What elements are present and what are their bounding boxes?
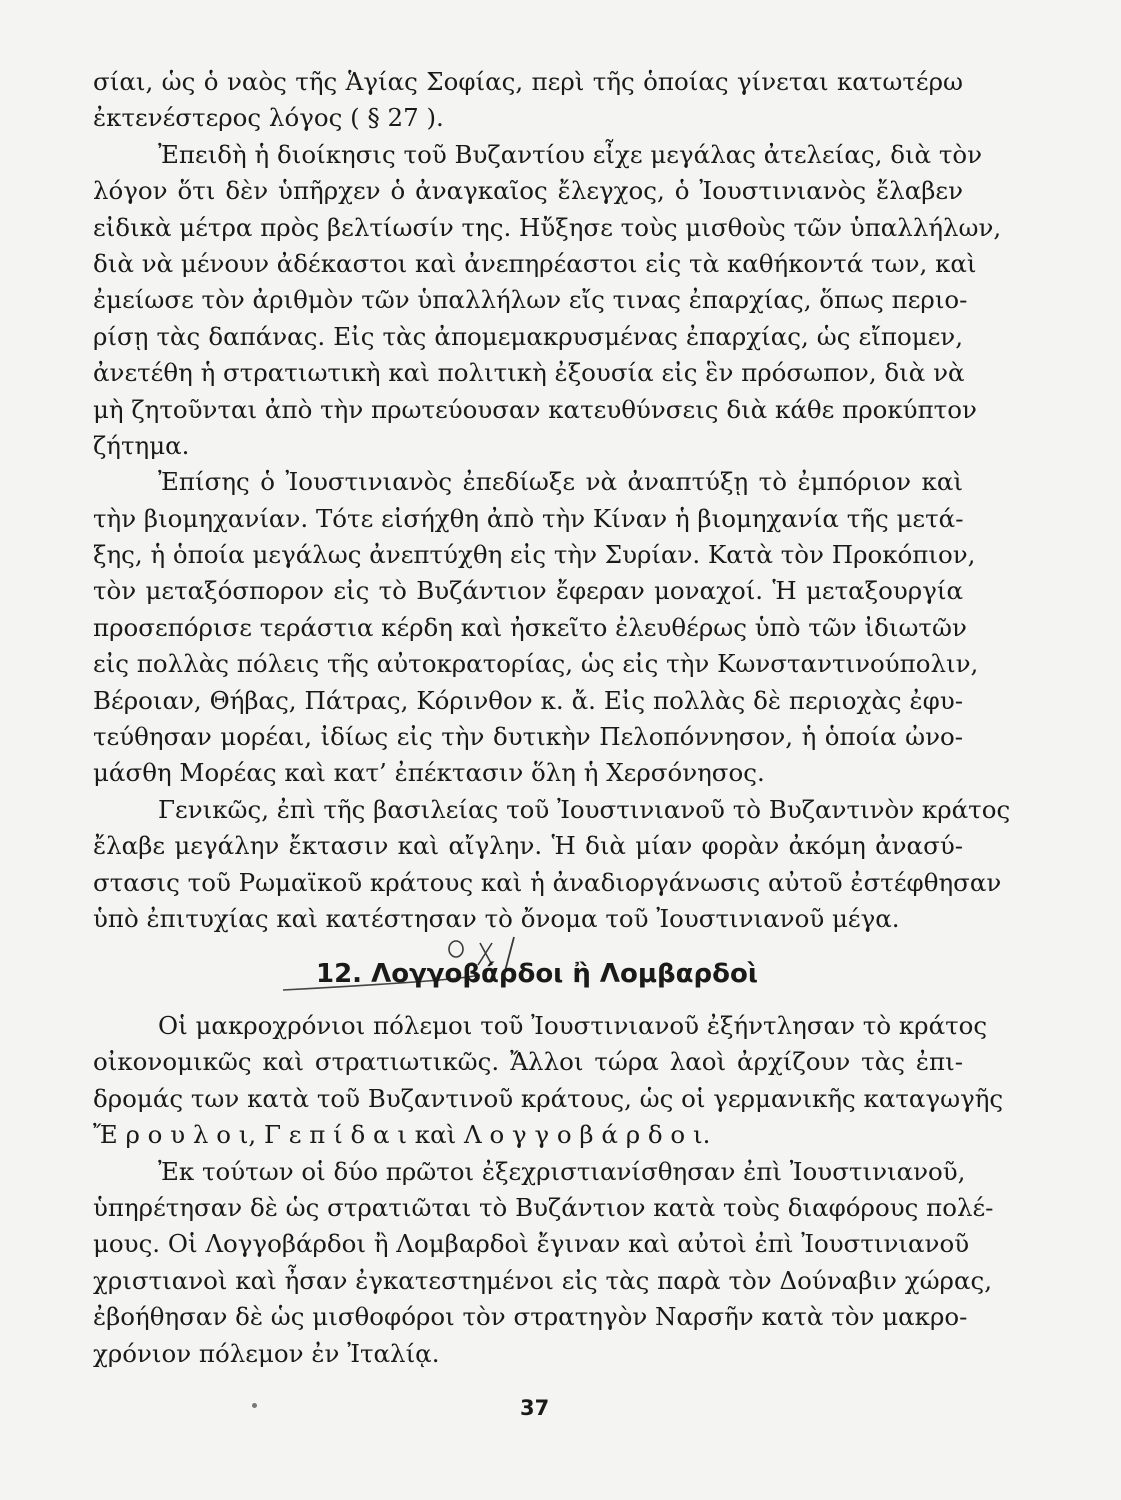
text-line: ἔλαβε μεγάλην ἔκτασιν καὶ αἴγλην. Ἡ διὰ μίαν φορὰν ἀκόμη ἀνασύ- (93, 831, 963, 861)
body-text-bottom (93, 1008, 1004, 1372)
section-heading: 12. Λογγοβάρδοι ἢ Λομβαρδοὶ (316, 959, 758, 989)
section-heading-area (280, 935, 840, 1005)
text-line: λόγον ὅτι δὲν ὑπῆρχεν ὁ ἀναγκαῖος ἔλεγχος, ὁ Ἰουστινιανὸς ἔλαβεν (93, 176, 963, 206)
text-line: μους. Οἱ Λογγοβάρδοι ἢ Λομβαρδοὶ ἔγιναν καὶ αὐτοὶ ἐπὶ Ἰουστινιανοῦ (93, 1229, 970, 1259)
text-line: προσεπόρισε τεράστια κέρδη καὶ ἠσκεῖτο ἐλευθέρως ὑπὸ τῶν ἰδιωτῶν (93, 612, 967, 642)
text-line: ὑπηρέτησαν δὲ ὡς στρατιῶται τὸ Βυζάντιον κατὰ τοὺς διαφόρους πολέ- (93, 1192, 994, 1222)
text-line: οἰκονομικῶς καὶ στρατιωτικῶς. Ἄλλοι τώρα λαοὶ ἀρχίζουν τὰς ἐπι- (93, 1047, 963, 1077)
text-line: διὰ νὰ μένουν ἀδέκαστοι καὶ ἀνεπηρέαστοι εἰς τὰ καθήκοντά των, καὶ (93, 248, 977, 278)
text-line: Ἐπειδὴ ἡ διοίκησις τοῦ Βυζαντίου εἶχε μεγάλας ἀτελείας, διὰ τὸν (158, 139, 983, 169)
text-line: τὴν βιομηχανίαν. Τότε εἰσήχθη ἀπὸ τὴν Κίναν ἡ βιομηχανία τῆς μετά- (93, 503, 964, 533)
text-line: ἀνετέθη ἡ στρατιωτικὴ καὶ πολιτικὴ ἐξουσία εἰς ἓν πρόσωπον, διὰ νὰ (93, 358, 965, 388)
text-line: εἰδικὰ μέτρα πρὸς βελτίωσίν της. Ηὔξησε τοὺς μισθοὺς τῶν ὑπαλλήλων, (93, 212, 1002, 242)
text-line: μάσθη Μορέας καὶ κατ’ ἐπέκτασιν ὅλη ἡ Χερσόνησος. (93, 758, 765, 788)
text-line: ρίσῃ τὰς δαπάνας. Εἰς τὰς ἀπομεμακρυσμένας ἐπαρχίας, ὡς εἴπομεν, (93, 321, 963, 351)
text-line: δρομάς των κατὰ τοῦ Βυζαντινοῦ κράτους, ὡς οἱ γερμανικῆς καταγωγῆς (93, 1083, 1004, 1113)
text-line: χριστιανοὶ καὶ ἦσαν ἐγκατεστημένοι εἰς τὰς παρὰ τὸν Δούναβιν χώρας, (93, 1265, 992, 1295)
text-line: Βέροιαν, Θήβας, Πάτρας, Κόρινθον κ. ἄ. Εἰς πολλὰς δὲ περιοχὰς ἐφυ- (93, 685, 963, 715)
print-speck (252, 1403, 257, 1408)
text-line: Ἔ ρ ο υ λ ο ι, Γ ε π ί δ α ι καὶ Λ ο γ γ ο β ά ρ δ ο ι. (93, 1120, 711, 1150)
text-line: τεύθησαν μορέαι, ἰδίως εἰς τὴν δυτικὴν Πελοπόννησον, ἡ ὁποία ὠνο- (93, 722, 963, 752)
text-line: Ἐπίσης ὁ Ἰουστινιανὸς ἐπεδίωξε νὰ ἀναπτύξῃ τὸ ἐμπόριον καὶ (158, 467, 963, 497)
text-line: ἐβοήθησαν δὲ ὡς μισθοφόροι τὸν στρατηγὸν Ναρσῆν κατὰ τὸν μακρο- (93, 1302, 968, 1332)
text-line: Γενικῶς, ἐπὶ τῆς βασιλείας τοῦ Ἰουστινιανοῦ τὸ Βυζαντινὸν κράτος (158, 794, 1011, 824)
text-line: ἐκτενέστερος λόγος ( § 27 ). (93, 103, 444, 133)
text-line: ὑπὸ ἐπιτυχίας καὶ κατέστησαν τὸ ὄνομα τοῦ Ἰουστινιανοῦ μέγα. (93, 903, 900, 933)
page-number: 37 (520, 1396, 550, 1420)
text-line: Οἱ μακροχρόνιοι πόλεμοι τοῦ Ἰουστινιανοῦ ἐξήντλησαν τὸ κράτος (158, 1011, 988, 1040)
text-line: εἰς πολλὰς πόλεις τῆς αὐτοκρατορίας, ὡς εἰς τὴν Κωνσταντινούπολιν, (93, 649, 979, 679)
text-line: σίαι, ὡς ὁ ναὸς τῆς Ἁγίας Σοφίας, περὶ τῆς ὁποίας γίνεται κατωτέρω (93, 67, 963, 96)
text-line: στασις τοῦ Ρωμαϊκοῦ κράτους καὶ ἡ ἀναδιοργάνωσις αὐτοῦ ἐστέφθησαν (93, 867, 1002, 897)
text-line: μὴ ζητοῦνται ἀπὸ τὴν πρωτεύουσαν κατευθύνσεις διὰ κάθε προκύπτον (93, 394, 977, 424)
text-line: χρόνιον πόλεμον ἐν Ἰταλίᾳ. (93, 1338, 440, 1368)
text-line: ξης, ἡ ὁποία μεγάλως ἀνεπτύχθη εἰς τὴν Συρίαν. Κατὰ τὸν Προκόπιον, (93, 540, 976, 570)
body-text-top (93, 64, 1011, 937)
text-line: ζήτημα. (93, 430, 190, 460)
text-line: Ἐκ τούτων οἱ δύο πρῶτοι ἐξεχριστιανίσθησαν ἐπὶ Ἰουστινιανοῦ, (158, 1156, 966, 1186)
text-line: ἐμείωσε τὸν ἀριθμὸν τῶν ὑπαλλήλων εἴς τινας ἐπαρχίας, ὅπως περιο- (93, 285, 968, 315)
text-line: τὸν μεταξόσπορον εἰς τὸ Βυζάντιον ἔφεραν μοναχοί. Ἡ μεταξουργία (93, 576, 963, 606)
